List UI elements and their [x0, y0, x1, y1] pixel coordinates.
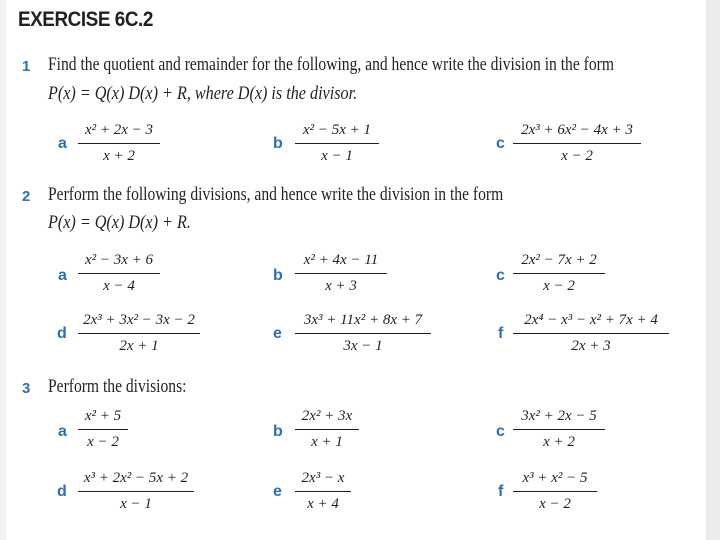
question-text: Perform the divisions: — [48, 376, 187, 397]
numerator: x² − 3x + 6 — [84, 252, 154, 268]
denominator: x − 2 — [87, 434, 119, 450]
fraction — [295, 470, 351, 513]
denominator: x − 4 — [103, 278, 135, 294]
denominator: x − 2 — [543, 278, 575, 294]
fraction — [78, 408, 128, 451]
numerator: 2x² + 3x — [301, 408, 353, 424]
numerator: x³ + 2x² − 5x + 2 — [83, 470, 189, 486]
question-number: 3 — [22, 380, 31, 397]
numerator: 2x² − 7x + 2 — [521, 252, 597, 268]
numerator: x³ + x² − 5 — [522, 470, 588, 486]
part-label: f — [498, 483, 504, 500]
denominator: x + 3 — [325, 278, 357, 294]
denominator: x + 2 — [543, 434, 575, 450]
part-label: f — [498, 325, 504, 342]
left-edge-bar — [0, 0, 6, 540]
fraction — [295, 252, 387, 295]
denominator: x − 1 — [321, 148, 353, 164]
fraction — [513, 252, 605, 295]
denominator: 2x + 3 — [571, 338, 611, 354]
right-edge-bar — [706, 0, 720, 540]
part-label: c — [496, 135, 505, 152]
denominator: x − 2 — [539, 496, 571, 512]
denominator: 2x + 1 — [119, 338, 159, 354]
numerator: 2x⁴ − x³ − x² + 7x + 4 — [524, 312, 658, 328]
numerator: 2x³ − x — [301, 470, 345, 486]
part-label: a — [58, 135, 67, 152]
denominator: x − 1 — [120, 496, 152, 512]
fraction — [78, 312, 200, 355]
fraction — [513, 122, 641, 165]
fraction — [78, 252, 160, 295]
fraction — [295, 122, 379, 165]
numerator: 2x³ + 6x² − 4x + 3 — [521, 122, 633, 138]
fraction — [513, 408, 605, 451]
denominator: x + 2 — [103, 148, 135, 164]
question-text: Perform the following divisions, and hence write the division in the form — [48, 184, 504, 205]
denominator: x + 1 — [311, 434, 343, 450]
denominator: 3x − 1 — [343, 338, 383, 354]
part-label: a — [58, 423, 67, 440]
denominator: x − 2 — [561, 148, 593, 164]
fraction — [295, 408, 359, 451]
numerator: x² − 5x + 1 — [302, 122, 372, 138]
part-label: d — [57, 483, 67, 500]
question-number: 1 — [22, 58, 31, 75]
exercise-title: EXERCISE 6C.2 — [18, 8, 153, 31]
numerator: x² + 2x − 3 — [84, 122, 154, 138]
numerator: 3x² + 2x − 5 — [521, 408, 597, 424]
numerator: 2x³ + 3x² − 3x − 2 — [83, 312, 195, 328]
fraction — [78, 122, 160, 165]
part-label: b — [273, 267, 283, 284]
part-label: c — [496, 267, 505, 284]
numerator: 3x³ + 11x² + 8x + 7 — [303, 312, 423, 328]
part-label: a — [58, 267, 67, 284]
question-text: P(x) = Q(x) D(x) + R, where D(x) is the divisor. — [48, 83, 358, 104]
part-label: b — [273, 423, 283, 440]
part-label: c — [496, 423, 505, 440]
question-number: 2 — [22, 188, 31, 205]
fraction — [513, 312, 669, 355]
numerator: x² + 5 — [84, 408, 122, 424]
part-label: b — [273, 135, 283, 152]
question-text: Find the quotient and remainder for the following, and hence write the division in the form — [48, 54, 614, 75]
fraction — [513, 470, 597, 513]
denominator: x + 4 — [307, 496, 339, 512]
part-label: e — [273, 483, 282, 500]
part-label: d — [57, 325, 67, 342]
numerator: x² + 4x − 11 — [303, 252, 379, 268]
part-label: e — [273, 325, 282, 342]
fraction — [295, 312, 431, 355]
fraction — [78, 470, 194, 513]
question-text: P(x) = Q(x) D(x) + R. — [48, 212, 191, 233]
